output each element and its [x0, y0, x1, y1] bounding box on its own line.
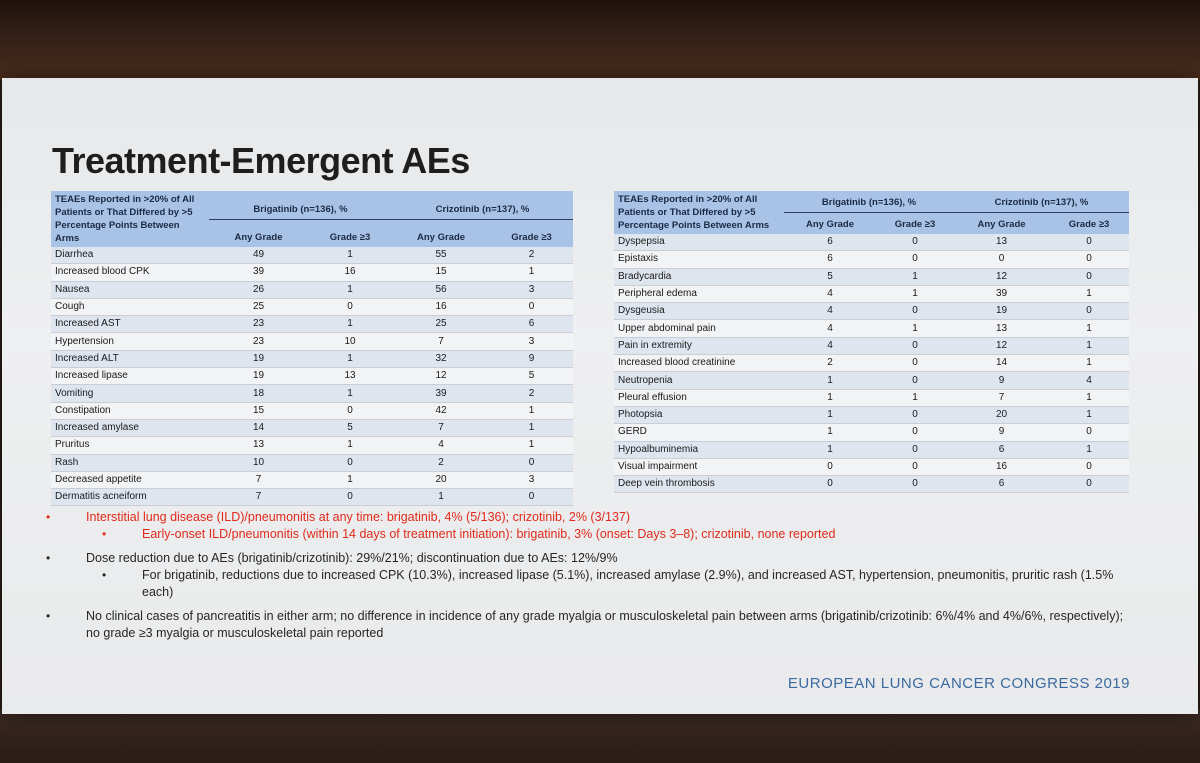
- value-cell: 1: [876, 320, 954, 337]
- table-row: [614, 389, 1129, 406]
- value-cell: 6: [784, 234, 876, 251]
- value-cell: 0: [954, 251, 1049, 268]
- table-row: [51, 333, 573, 350]
- ae-name-cell: Nausea: [51, 281, 209, 298]
- table-row: [614, 372, 1129, 389]
- value-cell: 7: [954, 389, 1049, 406]
- value-cell: 1: [784, 441, 876, 458]
- table-row: [614, 303, 1129, 320]
- table-row-header: TEAEs Reported in >20% of All Patients or That Differed by >5 Percentage Points Between Arms: [614, 191, 784, 234]
- value-cell: 0: [1049, 424, 1129, 441]
- value-cell: 3: [490, 333, 573, 350]
- room-background-top: [0, 0, 1200, 80]
- value-cell: 9: [954, 372, 1049, 389]
- ae-name-cell: Increased blood CPK: [51, 264, 209, 281]
- value-cell: 1: [784, 406, 876, 423]
- ae-name-cell: Upper abdominal pain: [614, 320, 784, 337]
- ae-name-cell: Rash: [51, 454, 209, 471]
- value-cell: 19: [209, 368, 308, 385]
- table-row: [614, 285, 1129, 302]
- value-cell: 14: [954, 355, 1049, 372]
- bullet-dot-icon: •: [46, 551, 51, 565]
- ae-name-cell: Pain in extremity: [614, 337, 784, 354]
- grade3-header: Grade ≥3: [308, 219, 392, 247]
- value-cell: 55: [392, 247, 490, 264]
- value-cell: 32: [392, 350, 490, 367]
- value-cell: 0: [490, 489, 573, 506]
- ae-name-cell: Dysgeusia: [614, 303, 784, 320]
- room-background-bottom: [0, 710, 1200, 763]
- bullet-text: For brigatinib, reductions due to increased CPK (10.3%), increased lipase (5.1%), increased amylase (2.9%), and increased AST, hypertension, pneumonitis, pruritic rash (1.5% each): [142, 568, 1114, 599]
- teae-table-right: [614, 191, 1129, 493]
- value-cell: 23: [209, 333, 308, 350]
- slide-title: Treatment-Emergent AEs: [52, 140, 470, 181]
- value-cell: 4: [784, 320, 876, 337]
- teae-table-left: [51, 191, 573, 506]
- value-cell: 39: [392, 385, 490, 402]
- table-row: [614, 476, 1129, 493]
- ae-name-cell: Increased AST: [51, 316, 209, 333]
- value-cell: 1: [1049, 285, 1129, 302]
- value-cell: 4: [392, 437, 490, 454]
- brigatinib-group-header: Brigatinib (n=136), %: [784, 191, 954, 213]
- value-cell: 7: [209, 471, 308, 488]
- table-row: [614, 234, 1129, 251]
- congress-footer: EUROPEAN LUNG CANCER CONGRESS 2019: [787, 675, 1130, 692]
- value-cell: 16: [392, 298, 490, 315]
- bullet-pancreatitis: [46, 608, 1136, 642]
- value-cell: 1: [490, 264, 573, 281]
- value-cell: 16: [954, 458, 1049, 475]
- value-cell: 1: [876, 285, 954, 302]
- value-cell: 49: [209, 247, 308, 264]
- ae-name-cell: Hypoalbuminemia: [614, 441, 784, 458]
- value-cell: 13: [209, 437, 308, 454]
- value-cell: 0: [876, 303, 954, 320]
- value-cell: 0: [1049, 251, 1129, 268]
- value-cell: 15: [392, 264, 490, 281]
- table-row: [51, 264, 573, 281]
- ae-name-cell: Photopsia: [614, 406, 784, 423]
- value-cell: 20: [954, 406, 1049, 423]
- value-cell: 1: [784, 389, 876, 406]
- value-cell: 0: [308, 298, 392, 315]
- value-cell: 23: [209, 316, 308, 333]
- value-cell: 10: [308, 333, 392, 350]
- table-row: [51, 350, 573, 367]
- value-cell: 3: [490, 471, 573, 488]
- value-cell: 0: [308, 489, 392, 506]
- value-cell: 26: [209, 281, 308, 298]
- value-cell: 6: [954, 476, 1049, 493]
- value-cell: 1: [490, 419, 573, 436]
- value-cell: 0: [876, 234, 954, 251]
- grade3-header: Grade ≥3: [876, 213, 954, 235]
- table-row: [51, 489, 573, 506]
- ae-name-cell: Pleural effusion: [614, 389, 784, 406]
- bullet-list: [46, 509, 1136, 642]
- table-row: [614, 424, 1129, 441]
- value-cell: 1: [876, 389, 954, 406]
- value-cell: 0: [876, 372, 954, 389]
- value-cell: 2: [490, 385, 573, 402]
- ae-name-cell: Increased ALT: [51, 350, 209, 367]
- value-cell: 3: [490, 281, 573, 298]
- value-cell: 0: [490, 298, 573, 315]
- bullet-text: Early-onset ILD/pneumonitis (within 14 days of treatment initiation): brigatinib, 3% (onset: Days 3–8); crizotinib, none reported: [142, 527, 836, 541]
- table-row: [614, 337, 1129, 354]
- bullet-dot-icon: •: [102, 527, 107, 541]
- table-row: [51, 368, 573, 385]
- value-cell: 1: [784, 372, 876, 389]
- table-row: [51, 471, 573, 488]
- ae-name-cell: Vomiting: [51, 385, 209, 402]
- value-cell: 42: [392, 402, 490, 419]
- table-body: [51, 247, 573, 506]
- ae-name-cell: GERD: [614, 424, 784, 441]
- ae-name-cell: Increased lipase: [51, 368, 209, 385]
- value-cell: 0: [1049, 458, 1129, 475]
- value-cell: 0: [876, 424, 954, 441]
- table-row: [614, 406, 1129, 423]
- presentation-slide: [2, 78, 1198, 714]
- any-grade-header: Any Grade: [784, 213, 876, 235]
- table-row: [51, 419, 573, 436]
- value-cell: 18: [209, 385, 308, 402]
- table-row: [51, 281, 573, 298]
- value-cell: 0: [876, 251, 954, 268]
- value-cell: 1: [308, 385, 392, 402]
- value-cell: 4: [784, 303, 876, 320]
- table-row: [614, 268, 1129, 285]
- value-cell: 20: [392, 471, 490, 488]
- value-cell: 7: [392, 419, 490, 436]
- value-cell: 12: [392, 368, 490, 385]
- ae-name-cell: Diarrhea: [51, 247, 209, 264]
- value-cell: 7: [392, 333, 490, 350]
- value-cell: 14: [209, 419, 308, 436]
- grade3-header: Grade ≥3: [1049, 213, 1129, 235]
- value-cell: 2: [490, 247, 573, 264]
- bullet-dose-reduction: [46, 550, 1136, 567]
- table-row: [51, 298, 573, 315]
- bullet-text: Dose reduction due to AEs (brigatinib/crizotinib): 29%/21%; discontinuation due to AEs: 12%/9%: [86, 551, 618, 565]
- table-row-header: TEAEs Reported in >20% of All Patients or That Differed by >5 Percentage Points Between Arms: [51, 191, 209, 247]
- ae-name-cell: Neutropenia: [614, 372, 784, 389]
- value-cell: 39: [209, 264, 308, 281]
- table-row: [51, 385, 573, 402]
- ae-name-cell: Peripheral edema: [614, 285, 784, 302]
- crizotinib-group-header: Crizotinib (n=137), %: [954, 191, 1129, 213]
- value-cell: 1: [876, 268, 954, 285]
- value-cell: 0: [876, 476, 954, 493]
- value-cell: 1: [490, 402, 573, 419]
- value-cell: 1: [1049, 389, 1129, 406]
- value-cell: 0: [876, 441, 954, 458]
- bullet-dot-icon: •: [46, 609, 51, 623]
- value-cell: 13: [954, 320, 1049, 337]
- value-cell: 5: [490, 368, 573, 385]
- ae-name-cell: Increased amylase: [51, 419, 209, 436]
- value-cell: 1: [308, 247, 392, 264]
- value-cell: 6: [954, 441, 1049, 458]
- value-cell: 0: [1049, 303, 1129, 320]
- bullet-ild: [46, 509, 1136, 526]
- ae-name-cell: Constipation: [51, 402, 209, 419]
- value-cell: 1: [1049, 406, 1129, 423]
- value-cell: 56: [392, 281, 490, 298]
- value-cell: 15: [209, 402, 308, 419]
- crizotinib-group-header: Crizotinib (n=137), %: [392, 191, 573, 219]
- value-cell: 25: [392, 316, 490, 333]
- value-cell: 6: [490, 316, 573, 333]
- table-row: [614, 441, 1129, 458]
- table-row: [614, 251, 1129, 268]
- value-cell: 2: [784, 355, 876, 372]
- value-cell: 1: [308, 281, 392, 298]
- value-cell: 4: [784, 337, 876, 354]
- value-cell: 1: [308, 471, 392, 488]
- table-row: [51, 402, 573, 419]
- ae-name-cell: Increased blood creatinine: [614, 355, 784, 372]
- value-cell: 0: [308, 402, 392, 419]
- value-cell: 0: [784, 476, 876, 493]
- bullet-text: Interstitial lung disease (ILD)/pneumonitis at any time: brigatinib, 4% (5/136); crizotinib, 2% (3/137): [86, 510, 631, 524]
- value-cell: 0: [1049, 476, 1129, 493]
- value-cell: 0: [876, 337, 954, 354]
- value-cell: 1: [308, 350, 392, 367]
- value-cell: 1: [784, 424, 876, 441]
- value-cell: 5: [784, 268, 876, 285]
- brigatinib-group-header: Brigatinib (n=136), %: [209, 191, 392, 219]
- value-cell: 2: [392, 454, 490, 471]
- value-cell: 1: [1049, 441, 1129, 458]
- value-cell: 13: [954, 234, 1049, 251]
- value-cell: 4: [1049, 372, 1129, 389]
- table-row: [51, 454, 573, 471]
- value-cell: 0: [1049, 268, 1129, 285]
- value-cell: 1: [392, 489, 490, 506]
- table-body: [614, 234, 1129, 493]
- bullet-brigatinib-reductions: [86, 567, 1136, 601]
- bullet-dot-icon: •: [102, 568, 107, 582]
- value-cell: 5: [308, 419, 392, 436]
- ae-name-cell: Epistaxis: [614, 251, 784, 268]
- bullet-text: No clinical cases of pancreatitis in either arm; no difference in incidence of any grade myalgia or musculoskeletal pain between arms (brigatinib/crizotinib: 6%/4% and 4%/6%, respectively); no grade ≥3 myalgia or musculoskeletal pain reported: [86, 609, 1124, 640]
- value-cell: 0: [490, 454, 573, 471]
- ae-name-cell: Deep vein thrombosis: [614, 476, 784, 493]
- value-cell: 16: [308, 264, 392, 281]
- value-cell: 0: [876, 406, 954, 423]
- value-cell: 1: [308, 437, 392, 454]
- ae-name-cell: Decreased appetite: [51, 471, 209, 488]
- ae-name-cell: Dermatitis acneiform: [51, 489, 209, 506]
- value-cell: 9: [954, 424, 1049, 441]
- value-cell: 0: [308, 454, 392, 471]
- any-grade-header: Any Grade: [209, 219, 308, 247]
- value-cell: 0: [1049, 234, 1129, 251]
- value-cell: 12: [954, 268, 1049, 285]
- value-cell: 0: [784, 458, 876, 475]
- value-cell: 1: [1049, 337, 1129, 354]
- value-cell: 6: [784, 251, 876, 268]
- ae-name-cell: Pruritus: [51, 437, 209, 454]
- value-cell: 19: [954, 303, 1049, 320]
- ae-name-cell: Bradycardia: [614, 268, 784, 285]
- value-cell: 10: [209, 454, 308, 471]
- ae-name-cell: Hypertension: [51, 333, 209, 350]
- any-grade-header: Any Grade: [392, 219, 490, 247]
- ae-name-cell: Dyspepsia: [614, 234, 784, 251]
- value-cell: 9: [490, 350, 573, 367]
- bullet-early-onset-ild: [86, 526, 1136, 543]
- table-row: [51, 437, 573, 454]
- ae-name-cell: Cough: [51, 298, 209, 315]
- value-cell: 19: [209, 350, 308, 367]
- value-cell: 1: [1049, 355, 1129, 372]
- table-row: [614, 355, 1129, 372]
- any-grade-header: Any Grade: [954, 213, 1049, 235]
- value-cell: 39: [954, 285, 1049, 302]
- value-cell: 7: [209, 489, 308, 506]
- table-row: [614, 320, 1129, 337]
- value-cell: 1: [308, 316, 392, 333]
- bullet-dot-icon: •: [46, 510, 51, 524]
- value-cell: 12: [954, 337, 1049, 354]
- value-cell: 25: [209, 298, 308, 315]
- value-cell: 0: [876, 458, 954, 475]
- value-cell: 13: [308, 368, 392, 385]
- value-cell: 1: [1049, 320, 1129, 337]
- value-cell: 4: [784, 285, 876, 302]
- ae-name-cell: Visual impairment: [614, 458, 784, 475]
- table-row: [614, 458, 1129, 475]
- grade3-header: Grade ≥3: [490, 219, 573, 247]
- value-cell: 0: [876, 355, 954, 372]
- value-cell: 1: [490, 437, 573, 454]
- table-row: [51, 316, 573, 333]
- table-row: [51, 247, 573, 264]
